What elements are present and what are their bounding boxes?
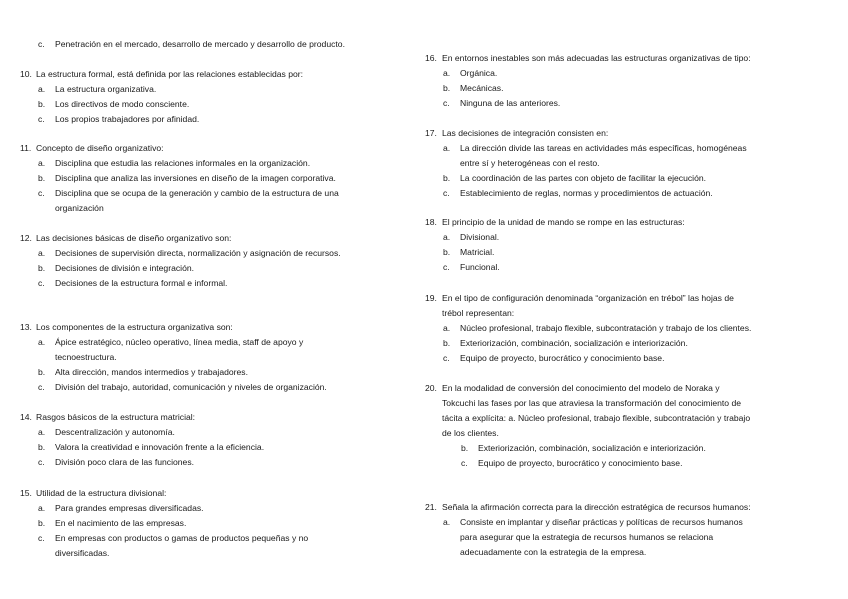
question-number: 15.: [20, 488, 32, 498]
question-number: 18.: [425, 217, 437, 227]
option-text: tecnoestructura.: [55, 351, 117, 362]
option-letter: b.: [443, 172, 451, 183]
option-letter: b.: [443, 246, 451, 257]
option-text: Exteriorización, combinación, socialización e interiorización.: [460, 337, 688, 348]
option-text: La coordinación de las partes con objeto de facilitar la ejecución.: [460, 172, 707, 183]
option-letter: c.: [38, 456, 45, 467]
option-letter: c.: [443, 352, 450, 363]
question-stem: tácita a explícita: a. Núcleo profesional, trabajo flexible, subcontratación y trabajo: [442, 412, 751, 423]
question-stem: Los componentes de la estructura organizativa son:: [36, 322, 233, 332]
option-text: Ninguna de las anteriores.: [460, 97, 561, 108]
option-text: En empresas con productos o gamas de productos pequeñas y no: [55, 532, 309, 543]
option-text: División poco clara de las funciones.: [55, 456, 195, 467]
option-letter: b.: [38, 517, 46, 528]
question-stem: Utilidad de la estructura divisional:: [36, 488, 167, 498]
option-letter: b.: [38, 262, 46, 273]
option-text: Establecimiento de reglas, normas y procedimientos de actuación.: [460, 187, 713, 198]
option-text: Ápice estratégico, núcleo operativo, línea media, staff de apoyo y: [55, 336, 304, 347]
option-text: La estructura organizativa.: [55, 83, 157, 94]
option-text: organización: [55, 202, 104, 213]
option-text: Funcional.: [460, 261, 500, 272]
question-number: 12.: [20, 233, 32, 243]
option-text: para asegurar que la estrategia de recursos humanos se relaciona: [460, 531, 714, 542]
question-stem: Tokcuchi las fases por las que atraviesa la transformación del conocimiento de: [442, 397, 742, 408]
option-text: adecuadamente con la estrategia de la empresa.: [460, 546, 647, 557]
option-letter: a.: [38, 426, 46, 437]
option-text: Los directivos de modo consciente.: [55, 98, 190, 109]
question-stem: Concepto de diseño organizativo:: [36, 143, 164, 153]
question-number: 11.: [20, 143, 32, 153]
option-text: Descentralización y autonomía.: [55, 426, 175, 437]
option-text: Orgánica.: [460, 67, 498, 78]
option-letter: c.: [38, 39, 45, 49]
option-text: Los propios trabajadores por afinidad.: [55, 113, 200, 124]
option-text: Decisiones de división e integración.: [55, 262, 195, 273]
option-text: Divisional.: [460, 231, 500, 242]
option-text: entre sí y heterogéneas con el resto.: [460, 157, 600, 168]
option-text: Valora la creatividad e innovación frente a la eficiencia.: [55, 441, 265, 452]
option-text: Penetración en el mercado, desarrollo de mercado y desarrollo de producto.: [55, 39, 345, 49]
option-text: Mecánicas.: [460, 82, 504, 93]
option-text: diversificadas.: [55, 547, 110, 558]
option-text: Disciplina que se ocupa de la generación y cambio de la estructura de una: [55, 187, 339, 198]
question-number: 10.: [20, 69, 32, 79]
option-letter: a.: [443, 67, 451, 78]
option-letter: a.: [443, 516, 451, 527]
option-letter: a.: [443, 322, 451, 333]
option-letter: c.: [38, 277, 45, 288]
option-text: Exteriorización, combinación, socialización e interiorización.: [478, 442, 706, 453]
option-letter: c.: [443, 97, 450, 108]
option-letter: a.: [443, 231, 451, 242]
question-number: 13.: [20, 322, 32, 332]
question-stem: El principio de la unidad de mando se rompe en las estructuras:: [442, 217, 685, 227]
question-stem: de los clientes.: [442, 427, 499, 438]
question-number: 17.: [425, 128, 437, 138]
option-letter: c.: [443, 261, 450, 272]
option-letter: b.: [461, 442, 469, 453]
option-letter: c.: [443, 187, 450, 198]
option-text: Disciplina que estudia las relaciones informales en la organización.: [55, 157, 311, 168]
question-number: 21.: [425, 502, 437, 512]
question-stem: Las decisiones de integración consisten en:: [442, 128, 609, 138]
option-text: División del trabajo, autoridad, comunicación y niveles de organización.: [55, 381, 327, 392]
question-stem: Señala la afirmación correcta para la dirección estratégica de recursos humanos:: [442, 502, 751, 512]
option-text: La dirección divide las tareas en actividades más específicas, homogéneas: [460, 142, 747, 153]
option-letter: c.: [38, 113, 45, 124]
option-letter: a.: [443, 142, 451, 153]
option-letter: a.: [38, 502, 46, 513]
option-text: Matricial.: [460, 246, 495, 257]
option-letter: b.: [38, 441, 46, 452]
question-stem: Rasgos básicos de la estructura matricial:: [36, 412, 196, 422]
option-letter: a.: [38, 336, 46, 347]
option-letter: b.: [443, 337, 451, 348]
option-text: Núcleo profesional, trabajo flexible, subcontratación y trabajo de los clientes.: [460, 322, 752, 333]
question-stem: En el tipo de configuración denominada “organización en trébol” las hojas de: [442, 293, 734, 303]
option-text: Equipo de proyecto, burocrático y conocimiento base.: [478, 457, 683, 468]
option-letter: c.: [38, 532, 45, 543]
option-letter: b.: [38, 98, 46, 109]
option-letter: c.: [38, 187, 45, 198]
option-text: Decisiones de la estructura formal e informal.: [55, 277, 228, 288]
question-stem: trébol representan:: [442, 307, 515, 318]
option-text: Para grandes empresas diversificadas.: [55, 502, 204, 513]
question-number: 14.: [20, 412, 32, 422]
question-number: 19.: [425, 293, 437, 303]
option-letter: b.: [38, 366, 46, 377]
option-letter: a.: [38, 157, 46, 168]
question-stem: En la modalidad de conversión del conocimiento del modelo de Noraka y: [442, 383, 720, 393]
question-stem: La estructura formal, está definida por las relaciones establecidas por:: [36, 69, 304, 79]
option-text: Disciplina que analiza las inversiones en diseño de la imagen corporativa.: [55, 172, 336, 183]
option-letter: c.: [38, 381, 45, 392]
option-letter: b.: [38, 172, 46, 183]
option-text: Consiste en implantar y diseñar prácticas y políticas de recursos humanos: [460, 516, 743, 527]
option-letter: c.: [461, 457, 468, 468]
option-letter: b.: [443, 82, 451, 93]
option-text: Alta dirección, mandos intermedios y trabajadores.: [55, 366, 248, 377]
option-text: Decisiones de supervisión directa, normalización y asignación de recursos.: [55, 247, 341, 258]
question-number: 16.: [425, 53, 437, 63]
option-text: En el nacimiento de las empresas.: [55, 517, 187, 528]
question-stem: En entornos inestables son más adecuadas las estructuras organizativas de tipo:: [442, 53, 751, 63]
question-stem: Las decisiones básicas de diseño organizativo son:: [36, 233, 232, 243]
option-letter: a.: [38, 83, 46, 94]
option-letter: a.: [38, 247, 46, 258]
question-number: 20.: [425, 383, 437, 393]
option-text: Equipo de proyecto, burocrático y conocimiento base.: [460, 352, 665, 363]
